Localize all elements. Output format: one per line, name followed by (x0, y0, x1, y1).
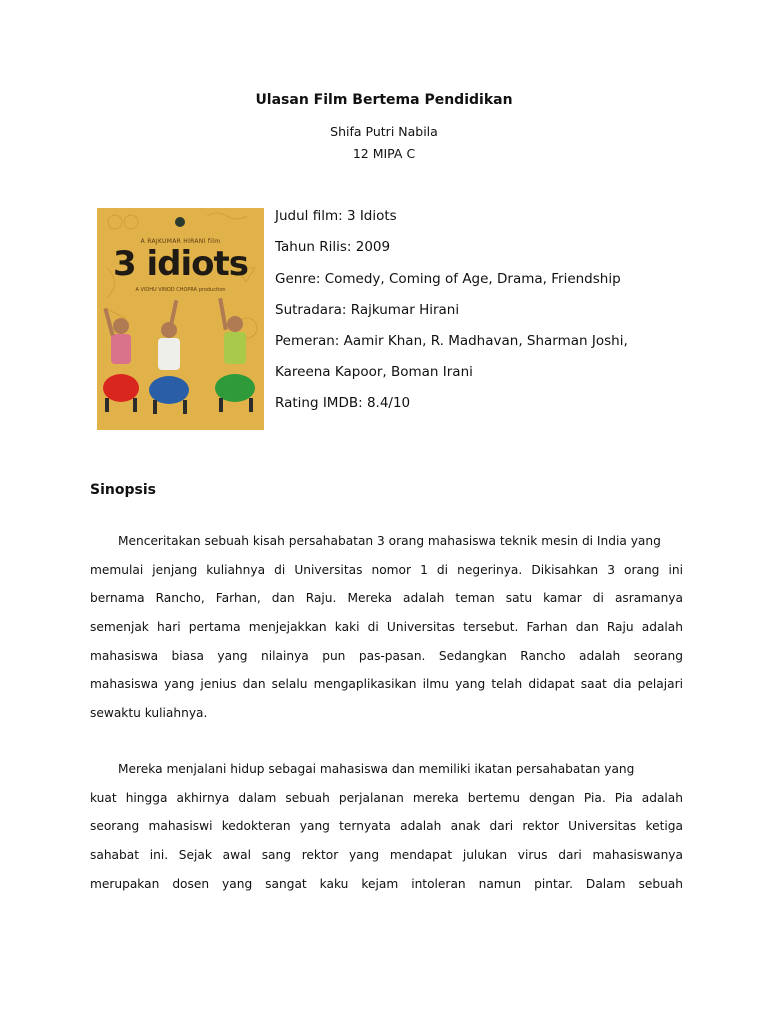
paragraph-line: sahabat ini. Sejak awal sang rektor yang mendapat julukan virus dari mahasiswanya (90, 848, 683, 862)
author-class: 12 MIPA C (352, 146, 416, 161)
paragraph-line: Mereka menjalani hidup sebagai mahasiswa dan memiliki ikatan persahabatan yang (118, 762, 635, 776)
info-genre: Genre: Comedy, Coming of Age, Drama, Friendship (275, 271, 621, 287)
paragraph-line: Menceritakan sebuah kisah persahabatan 3 orang mahasiswa teknik mesin di India yang (118, 534, 661, 548)
info-year: Tahun Rilis: 2009 (275, 239, 391, 255)
info-cast-cont: Kareena Kapoor, Boman Irani (275, 364, 473, 380)
synopsis-heading: Sinopsis (90, 482, 156, 498)
paragraph-line: kuat hingga akhirnya dalam sebuah perjalanan mereka bertemu dengan Pia. Pia adalah (90, 791, 683, 805)
paragraph-line: mahasiswa biasa yang nilainya pun pas-pasan. Sedangkan Rancho adalah seorang (90, 649, 683, 663)
movie-poster (97, 208, 264, 430)
document-title: Ulasan Film Bertema Pendidikan (255, 92, 513, 108)
author-name: Shifa Putri Nabila (330, 124, 438, 139)
poster-subtitle: A VIDHU VINOD CHOPRA production (135, 287, 226, 293)
paragraph-line: merupakan dosen yang sangat kaku kejam intoleran namun pintar. Dalam sebuah (90, 877, 683, 891)
paragraph-line: semenjak hari pertama menjejakkan kaki di Universitas tersebut. Farhan dan Raju adalah (90, 620, 683, 634)
poster-title: 3 idiots (113, 244, 248, 284)
info-title: Judul film: 3 Idiots (275, 208, 397, 224)
paragraph-line: bernama Rancho, Farhan, dan Raju. Mereka adalah teman satu kamar di asramanya (90, 591, 683, 605)
info-cast: Pemeran: Aamir Khan, R. Madhavan, Sharman Joshi, (275, 333, 628, 349)
paragraph-line: seorang mahasiswi kedokteran yang ternyata adalah anak dari rektor Universitas ketiga (90, 819, 683, 833)
poster-credit: A RAJKUMAR HIRANI film (140, 238, 221, 245)
info-rating: Rating IMDB: 8.4/10 (275, 395, 411, 411)
paragraph-line: sewaktu kuliahnya. (90, 706, 208, 720)
info-director: Sutradara: Rajkumar Hirani (275, 302, 460, 318)
paragraph-line: memulai jenjang kuliahnya di Universitas nomor 1 di negerinya. Dikisahkan 3 orang ini (90, 563, 683, 577)
paragraph-line: mahasiswa yang jenius dan selalu mengaplikasikan ilmu yang telah didapat saat dia pelajari (90, 677, 683, 691)
